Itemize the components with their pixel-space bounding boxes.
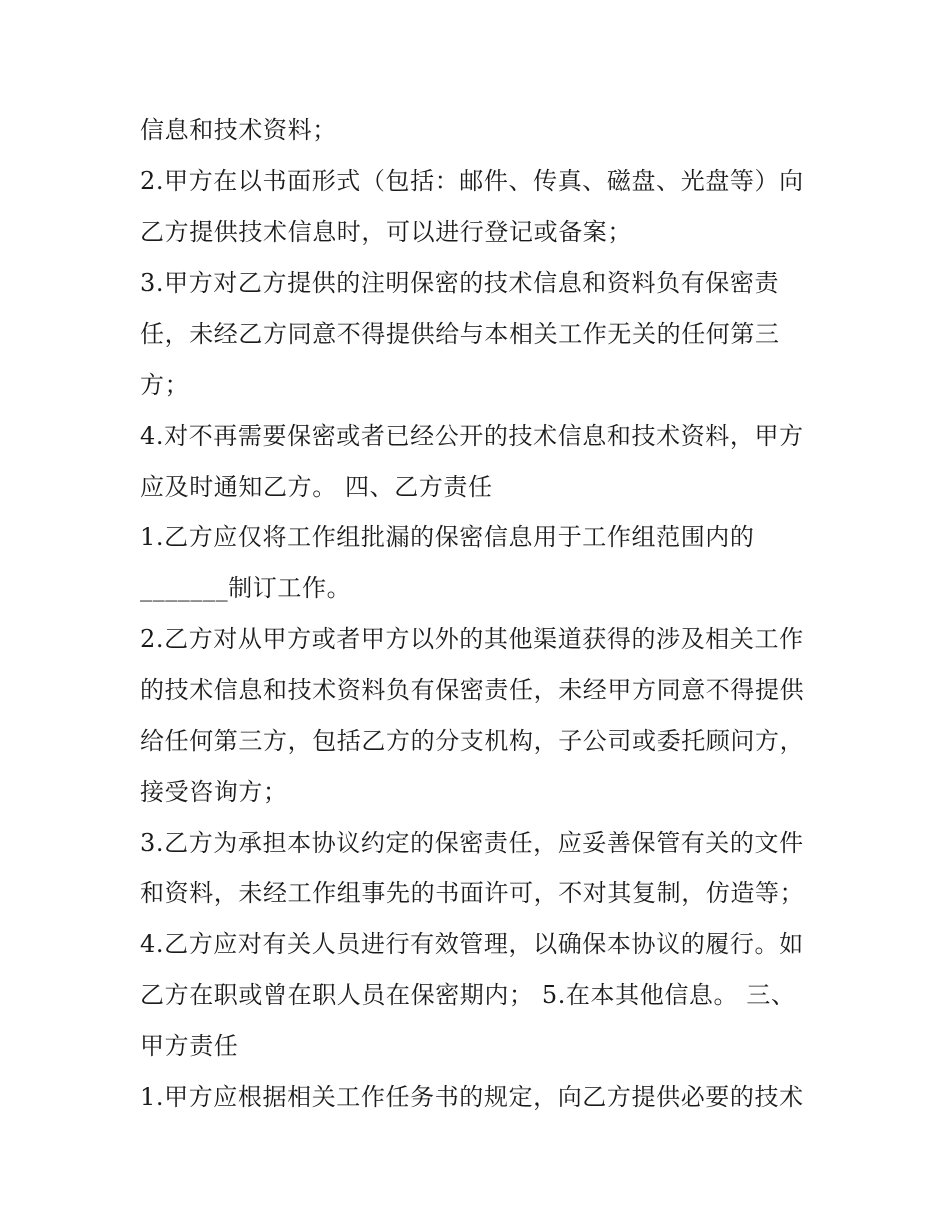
text-line: 方； <box>140 371 190 399</box>
text-line: 和资料，未经工作组事先的书面许可，不对其复制，仿造等； <box>140 879 805 907</box>
text-line: 给任何第三方，包括乙方的分支机构，子公司或委托顾问方， <box>140 727 805 755</box>
text-line: _______制订工作。 <box>140 574 352 602</box>
text-line: 应及时通知乙方。 四、乙方责任 <box>140 473 493 501</box>
text-line: 任，未经乙方同意不得提供给与本相关工作无关的任何第三 <box>140 320 780 348</box>
text-line: 信息和技术资料； <box>140 116 337 144</box>
text-line: 4.乙方应对有关人员进行有效管理，以确保本协议的履行。如 <box>140 930 804 958</box>
text-line: 1.乙方应仅将工作组批漏的保密信息用于工作组范围内的 <box>140 523 755 551</box>
text-line: 甲方责任 <box>140 1032 239 1060</box>
text-line: 1.甲方应根据相关工作任务书的规定，向乙方提供必要的技术 <box>140 1083 804 1111</box>
text-line: 2.乙方对从甲方或者甲方以外的其他渠道获得的涉及相关工作 <box>140 625 804 653</box>
text-line: 3.甲方对乙方提供的注明保密的技术信息和资料负有保密责 <box>140 269 780 297</box>
text-line: 乙方在职或曾在职人员在保密期内； 5.在本其他信息。 三、 <box>140 981 796 1009</box>
text-line: 的技术信息和技术资料负有保密责任，未经甲方同意不得提供 <box>140 676 805 704</box>
text-line: 4.对不再需要保密或者已经公开的技术信息和技术资料，甲方 <box>140 422 804 450</box>
text-line: 3.乙方为承担本协议约定的保密责任，应妥善保管有关的文件 <box>140 829 804 857</box>
text-line: 乙方提供技术信息时，可以进行登记或备案； <box>140 218 632 246</box>
text-line: 2.甲方在以书面形式（包括：邮件、传真、磁盘、光盘等）向 <box>140 167 804 195</box>
text-line: 接受咨询方； <box>140 778 288 806</box>
